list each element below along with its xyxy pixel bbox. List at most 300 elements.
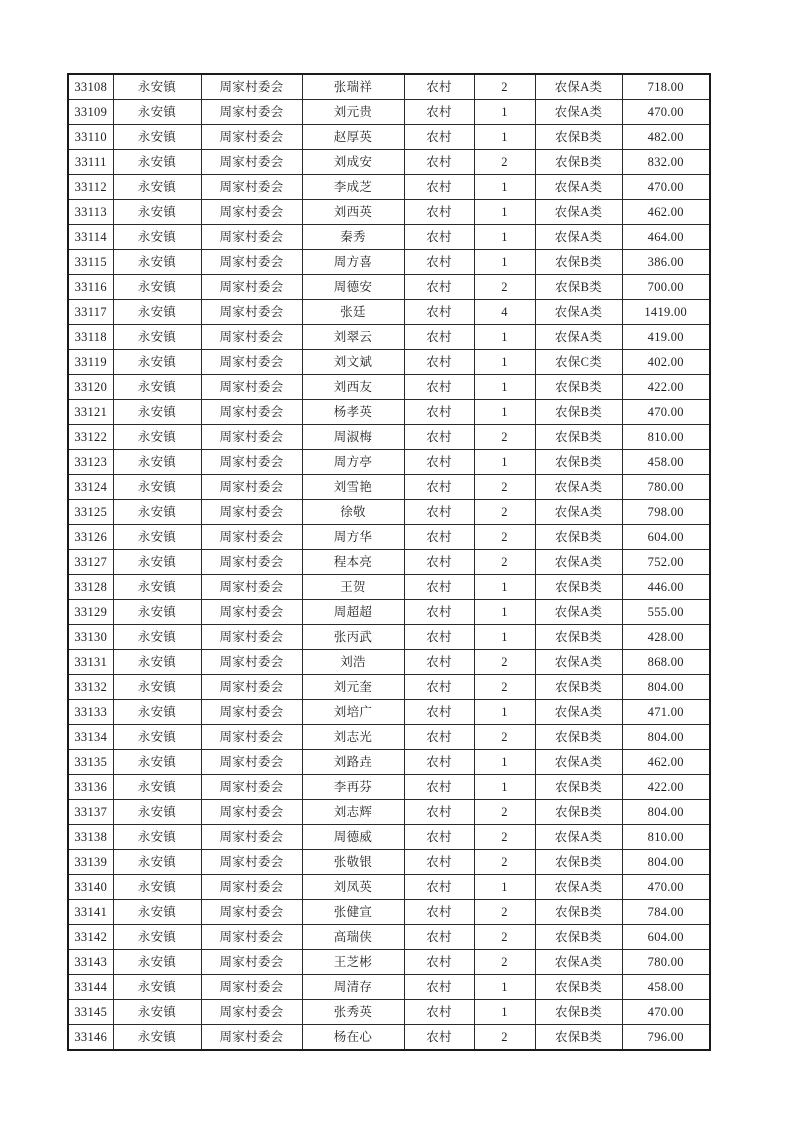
table-row [68, 700, 710, 725]
cell-amount: 780.00 [622, 950, 710, 975]
table-row [68, 275, 710, 300]
cell-amount: 700.00 [622, 275, 710, 300]
cell-insurance-category: 农保A类 [535, 650, 622, 675]
cell-serial-number: 33117 [68, 300, 113, 325]
cell-village-committee: 周家村委会 [201, 175, 302, 200]
table-row [68, 1000, 710, 1025]
cell-person-name: 刘志辉 [302, 800, 404, 825]
cell-amount: 402.00 [622, 350, 710, 375]
cell-town-name: 永安镇 [113, 500, 201, 525]
cell-serial-number: 33134 [68, 725, 113, 750]
cell-serial-number: 33113 [68, 200, 113, 225]
cell-serial-number: 33114 [68, 225, 113, 250]
cell-village-committee: 周家村委会 [201, 350, 302, 375]
table-row [68, 100, 710, 125]
cell-person-count: 2 [474, 550, 535, 575]
table-row [68, 575, 710, 600]
cell-amount: 471.00 [622, 700, 710, 725]
cell-town-name: 永安镇 [113, 950, 201, 975]
cell-serial-number: 33122 [68, 425, 113, 450]
cell-serial-number: 33119 [68, 350, 113, 375]
cell-insurance-category: 农保A类 [535, 74, 622, 100]
cell-residence-type: 农村 [404, 475, 474, 500]
cell-person-count: 2 [474, 475, 535, 500]
cell-insurance-category: 农保A类 [535, 875, 622, 900]
cell-amount: 470.00 [622, 175, 710, 200]
cell-residence-type: 农村 [404, 650, 474, 675]
cell-town-name: 永安镇 [113, 850, 201, 875]
cell-serial-number: 33140 [68, 875, 113, 900]
cell-insurance-category: 农保B类 [535, 1025, 622, 1051]
table-row [68, 150, 710, 175]
cell-town-name: 永安镇 [113, 175, 201, 200]
cell-person-count: 1 [474, 400, 535, 425]
cell-serial-number: 33109 [68, 100, 113, 125]
cell-person-count: 2 [474, 800, 535, 825]
cell-village-committee: 周家村委会 [201, 875, 302, 900]
cell-village-committee: 周家村委会 [201, 74, 302, 100]
cell-town-name: 永安镇 [113, 725, 201, 750]
cell-amount: 804.00 [622, 675, 710, 700]
cell-person-count: 2 [474, 825, 535, 850]
cell-village-committee: 周家村委会 [201, 375, 302, 400]
table-row [68, 750, 710, 775]
cell-amount: 1419.00 [622, 300, 710, 325]
cell-residence-type: 农村 [404, 875, 474, 900]
cell-serial-number: 33136 [68, 775, 113, 800]
cell-person-name: 刘培广 [302, 700, 404, 725]
cell-person-count: 2 [474, 725, 535, 750]
cell-serial-number: 33112 [68, 175, 113, 200]
table-row [68, 400, 710, 425]
cell-person-name: 杨孝英 [302, 400, 404, 425]
cell-town-name: 永安镇 [113, 575, 201, 600]
cell-person-count: 2 [474, 950, 535, 975]
cell-residence-type: 农村 [404, 950, 474, 975]
cell-person-count: 2 [474, 675, 535, 700]
cell-amount: 419.00 [622, 325, 710, 350]
cell-town-name: 永安镇 [113, 450, 201, 475]
cell-village-committee: 周家村委会 [201, 250, 302, 275]
cell-person-name: 周德安 [302, 275, 404, 300]
cell-town-name: 永安镇 [113, 375, 201, 400]
cell-amount: 810.00 [622, 425, 710, 450]
cell-person-name: 李成芝 [302, 175, 404, 200]
cell-serial-number: 33130 [68, 625, 113, 650]
payment-roster-table [67, 73, 711, 1051]
cell-village-committee: 周家村委会 [201, 650, 302, 675]
cell-village-committee: 周家村委会 [201, 700, 302, 725]
cell-village-committee: 周家村委会 [201, 125, 302, 150]
cell-town-name: 永安镇 [113, 125, 201, 150]
cell-town-name: 永安镇 [113, 625, 201, 650]
cell-town-name: 永安镇 [113, 1000, 201, 1025]
cell-village-committee: 周家村委会 [201, 275, 302, 300]
cell-residence-type: 农村 [404, 100, 474, 125]
table-row [68, 425, 710, 450]
cell-person-name: 周德威 [302, 825, 404, 850]
cell-insurance-category: 农保B类 [535, 800, 622, 825]
cell-town-name: 永安镇 [113, 74, 201, 100]
cell-village-committee: 周家村委会 [201, 600, 302, 625]
cell-residence-type: 农村 [404, 725, 474, 750]
cell-amount: 464.00 [622, 225, 710, 250]
table-row [68, 950, 710, 975]
cell-residence-type: 农村 [404, 500, 474, 525]
cell-person-count: 1 [474, 875, 535, 900]
cell-residence-type: 农村 [404, 400, 474, 425]
cell-serial-number: 33144 [68, 975, 113, 1000]
cell-person-count: 2 [474, 275, 535, 300]
cell-insurance-category: 农保B类 [535, 900, 622, 925]
cell-person-count: 1 [474, 700, 535, 725]
cell-village-committee: 周家村委会 [201, 850, 302, 875]
cell-residence-type: 农村 [404, 125, 474, 150]
cell-person-count: 1 [474, 750, 535, 775]
cell-amount: 784.00 [622, 900, 710, 925]
cell-village-committee: 周家村委会 [201, 400, 302, 425]
cell-insurance-category: 农保A类 [535, 200, 622, 225]
cell-serial-number: 33111 [68, 150, 113, 175]
cell-town-name: 永安镇 [113, 825, 201, 850]
cell-person-count: 1 [474, 225, 535, 250]
cell-insurance-category: 农保A类 [535, 700, 622, 725]
cell-town-name: 永安镇 [113, 875, 201, 900]
cell-person-name: 杨在心 [302, 1025, 404, 1051]
cell-insurance-category: 农保A类 [535, 600, 622, 625]
cell-town-name: 永安镇 [113, 400, 201, 425]
cell-residence-type: 农村 [404, 975, 474, 1000]
cell-village-committee: 周家村委会 [201, 750, 302, 775]
cell-insurance-category: 农保B类 [535, 675, 622, 700]
cell-serial-number: 33116 [68, 275, 113, 300]
cell-residence-type: 农村 [404, 600, 474, 625]
cell-village-committee: 周家村委会 [201, 725, 302, 750]
table-row [68, 300, 710, 325]
cell-person-name: 刘雪艳 [302, 475, 404, 500]
cell-town-name: 永安镇 [113, 600, 201, 625]
cell-person-name: 刘元贵 [302, 100, 404, 125]
cell-person-name: 王贺 [302, 575, 404, 600]
cell-person-count: 2 [474, 1025, 535, 1051]
cell-insurance-category: 农保A类 [535, 550, 622, 575]
table-row [68, 900, 710, 925]
cell-village-committee: 周家村委会 [201, 150, 302, 175]
table-row [68, 875, 710, 900]
cell-residence-type: 农村 [404, 750, 474, 775]
cell-amount: 752.00 [622, 550, 710, 575]
cell-serial-number: 33146 [68, 1025, 113, 1051]
cell-town-name: 永安镇 [113, 650, 201, 675]
cell-amount: 470.00 [622, 100, 710, 125]
cell-residence-type: 农村 [404, 800, 474, 825]
cell-village-committee: 周家村委会 [201, 500, 302, 525]
cell-person-name: 张健宣 [302, 900, 404, 925]
cell-serial-number: 33126 [68, 525, 113, 550]
table-row [68, 675, 710, 700]
cell-residence-type: 农村 [404, 350, 474, 375]
table-row [68, 725, 710, 750]
cell-residence-type: 农村 [404, 150, 474, 175]
cell-person-name: 刘志光 [302, 725, 404, 750]
cell-serial-number: 33133 [68, 700, 113, 725]
cell-person-count: 2 [474, 500, 535, 525]
cell-town-name: 永安镇 [113, 900, 201, 925]
cell-person-count: 1 [474, 175, 535, 200]
cell-serial-number: 33143 [68, 950, 113, 975]
cell-insurance-category: 农保B类 [535, 625, 622, 650]
cell-person-name: 刘文斌 [302, 350, 404, 375]
cell-person-name: 周清存 [302, 975, 404, 1000]
cell-insurance-category: 农保B类 [535, 150, 622, 175]
cell-person-count: 2 [474, 900, 535, 925]
cell-serial-number: 33115 [68, 250, 113, 275]
cell-person-name: 周方喜 [302, 250, 404, 275]
cell-serial-number: 33118 [68, 325, 113, 350]
cell-residence-type: 农村 [404, 325, 474, 350]
cell-town-name: 永安镇 [113, 225, 201, 250]
cell-town-name: 永安镇 [113, 300, 201, 325]
cell-amount: 446.00 [622, 575, 710, 600]
cell-insurance-category: 农保B类 [535, 850, 622, 875]
cell-amount: 470.00 [622, 875, 710, 900]
cell-person-name: 周超超 [302, 600, 404, 625]
cell-person-count: 1 [474, 375, 535, 400]
cell-residence-type: 农村 [404, 200, 474, 225]
cell-residence-type: 农村 [404, 550, 474, 575]
cell-amount: 604.00 [622, 925, 710, 950]
cell-amount: 482.00 [622, 125, 710, 150]
cell-person-name: 刘西友 [302, 375, 404, 400]
cell-village-committee: 周家村委会 [201, 900, 302, 925]
cell-insurance-category: 农保A类 [535, 300, 622, 325]
cell-village-committee: 周家村委会 [201, 800, 302, 825]
table-row [68, 450, 710, 475]
cell-person-count: 2 [474, 525, 535, 550]
cell-person-count: 2 [474, 650, 535, 675]
cell-amount: 470.00 [622, 400, 710, 425]
cell-town-name: 永安镇 [113, 775, 201, 800]
cell-amount: 428.00 [622, 625, 710, 650]
cell-village-committee: 周家村委会 [201, 300, 302, 325]
cell-residence-type: 农村 [404, 275, 474, 300]
cell-village-committee: 周家村委会 [201, 550, 302, 575]
table-row [68, 350, 710, 375]
cell-person-name: 张丙武 [302, 625, 404, 650]
cell-residence-type: 农村 [404, 925, 474, 950]
cell-town-name: 永安镇 [113, 700, 201, 725]
cell-residence-type: 农村 [404, 175, 474, 200]
cell-person-name: 徐敬 [302, 500, 404, 525]
table-row [68, 375, 710, 400]
cell-insurance-category: 农保B类 [535, 125, 622, 150]
table-row [68, 775, 710, 800]
cell-residence-type: 农村 [404, 1000, 474, 1025]
cell-serial-number: 33108 [68, 74, 113, 100]
cell-town-name: 永安镇 [113, 1025, 201, 1051]
cell-insurance-category: 农保B类 [535, 425, 622, 450]
table-row [68, 550, 710, 575]
cell-serial-number: 33132 [68, 675, 113, 700]
cell-amount: 386.00 [622, 250, 710, 275]
cell-person-name: 张瑞祥 [302, 74, 404, 100]
table-row [68, 475, 710, 500]
cell-person-count: 1 [474, 125, 535, 150]
cell-person-name: 刘路垚 [302, 750, 404, 775]
cell-village-committee: 周家村委会 [201, 225, 302, 250]
table-row [68, 1025, 710, 1051]
cell-insurance-category: 农保B类 [535, 250, 622, 275]
cell-person-name: 刘浩 [302, 650, 404, 675]
cell-serial-number: 33125 [68, 500, 113, 525]
cell-residence-type: 农村 [404, 625, 474, 650]
table-row [68, 175, 710, 200]
cell-person-count: 1 [474, 575, 535, 600]
cell-person-count: 2 [474, 925, 535, 950]
cell-village-committee: 周家村委会 [201, 100, 302, 125]
table-row [68, 74, 710, 100]
cell-serial-number: 33124 [68, 475, 113, 500]
cell-serial-number: 33139 [68, 850, 113, 875]
cell-insurance-category: 农保A类 [535, 750, 622, 775]
cell-person-name: 张敬银 [302, 850, 404, 875]
table-row [68, 650, 710, 675]
cell-person-count: 2 [474, 150, 535, 175]
cell-amount: 780.00 [622, 475, 710, 500]
cell-serial-number: 33121 [68, 400, 113, 425]
cell-village-committee: 周家村委会 [201, 925, 302, 950]
cell-amount: 422.00 [622, 775, 710, 800]
cell-insurance-category: 农保B类 [535, 925, 622, 950]
cell-insurance-category: 农保A类 [535, 225, 622, 250]
cell-person-name: 刘凤英 [302, 875, 404, 900]
cell-amount: 555.00 [622, 600, 710, 625]
cell-serial-number: 33129 [68, 600, 113, 625]
cell-amount: 718.00 [622, 74, 710, 100]
cell-amount: 804.00 [622, 725, 710, 750]
cell-village-committee: 周家村委会 [201, 775, 302, 800]
table-row [68, 500, 710, 525]
cell-amount: 832.00 [622, 150, 710, 175]
cell-village-committee: 周家村委会 [201, 200, 302, 225]
cell-person-count: 1 [474, 625, 535, 650]
cell-amount: 804.00 [622, 850, 710, 875]
cell-village-committee: 周家村委会 [201, 825, 302, 850]
cell-person-count: 1 [474, 250, 535, 275]
cell-person-name: 周方华 [302, 525, 404, 550]
cell-person-name: 周方亭 [302, 450, 404, 475]
cell-village-committee: 周家村委会 [201, 625, 302, 650]
cell-insurance-category: 农保B类 [535, 975, 622, 1000]
cell-amount: 458.00 [622, 975, 710, 1000]
table-row [68, 600, 710, 625]
table-row [68, 850, 710, 875]
cell-person-count: 1 [474, 350, 535, 375]
cell-amount: 798.00 [622, 500, 710, 525]
table-row [68, 225, 710, 250]
cell-amount: 796.00 [622, 1025, 710, 1051]
cell-amount: 462.00 [622, 200, 710, 225]
cell-residence-type: 农村 [404, 425, 474, 450]
cell-amount: 458.00 [622, 450, 710, 475]
cell-person-name: 高瑞侠 [302, 925, 404, 950]
cell-amount: 470.00 [622, 1000, 710, 1025]
cell-insurance-category: 农保B类 [535, 375, 622, 400]
cell-person-count: 1 [474, 100, 535, 125]
cell-town-name: 永安镇 [113, 525, 201, 550]
cell-person-name: 刘翠云 [302, 325, 404, 350]
cell-insurance-category: 农保B类 [535, 1000, 622, 1025]
cell-town-name: 永安镇 [113, 750, 201, 775]
cell-person-count: 1 [474, 450, 535, 475]
cell-residence-type: 农村 [404, 850, 474, 875]
cell-town-name: 永安镇 [113, 925, 201, 950]
cell-residence-type: 农村 [404, 225, 474, 250]
cell-person-name: 刘西英 [302, 200, 404, 225]
cell-insurance-category: 农保B类 [535, 725, 622, 750]
cell-person-count: 1 [474, 975, 535, 1000]
cell-village-committee: 周家村委会 [201, 575, 302, 600]
cell-insurance-category: 农保A类 [535, 825, 622, 850]
cell-residence-type: 农村 [404, 74, 474, 100]
cell-person-count: 2 [474, 74, 535, 100]
cell-person-name: 李再芬 [302, 775, 404, 800]
cell-residence-type: 农村 [404, 900, 474, 925]
cell-residence-type: 农村 [404, 775, 474, 800]
cell-person-name: 张秀英 [302, 1000, 404, 1025]
cell-insurance-category: 农保A类 [535, 175, 622, 200]
cell-amount: 604.00 [622, 525, 710, 550]
cell-residence-type: 农村 [404, 700, 474, 725]
cell-village-committee: 周家村委会 [201, 1025, 302, 1051]
cell-serial-number: 33120 [68, 375, 113, 400]
cell-serial-number: 33110 [68, 125, 113, 150]
cell-insurance-category: 农保C类 [535, 350, 622, 375]
cell-residence-type: 农村 [404, 575, 474, 600]
cell-town-name: 永安镇 [113, 800, 201, 825]
cell-residence-type: 农村 [404, 525, 474, 550]
cell-town-name: 永安镇 [113, 100, 201, 125]
table-row [68, 200, 710, 225]
cell-insurance-category: 农保A类 [535, 475, 622, 500]
cell-serial-number: 33141 [68, 900, 113, 925]
cell-residence-type: 农村 [404, 675, 474, 700]
cell-residence-type: 农村 [404, 300, 474, 325]
cell-village-committee: 周家村委会 [201, 475, 302, 500]
cell-amount: 422.00 [622, 375, 710, 400]
cell-residence-type: 农村 [404, 250, 474, 275]
cell-amount: 868.00 [622, 650, 710, 675]
cell-person-name: 张廷 [302, 300, 404, 325]
cell-person-count: 1 [474, 600, 535, 625]
cell-serial-number: 33127 [68, 550, 113, 575]
cell-village-committee: 周家村委会 [201, 450, 302, 475]
cell-town-name: 永安镇 [113, 325, 201, 350]
cell-town-name: 永安镇 [113, 200, 201, 225]
cell-town-name: 永安镇 [113, 475, 201, 500]
table-body [68, 74, 710, 1050]
cell-person-count: 4 [474, 300, 535, 325]
cell-person-count: 1 [474, 325, 535, 350]
cell-residence-type: 农村 [404, 825, 474, 850]
table-row [68, 625, 710, 650]
table-row [68, 825, 710, 850]
cell-village-committee: 周家村委会 [201, 975, 302, 1000]
cell-village-committee: 周家村委会 [201, 675, 302, 700]
cell-village-committee: 周家村委会 [201, 325, 302, 350]
cell-person-name: 王芝彬 [302, 950, 404, 975]
cell-serial-number: 33128 [68, 575, 113, 600]
